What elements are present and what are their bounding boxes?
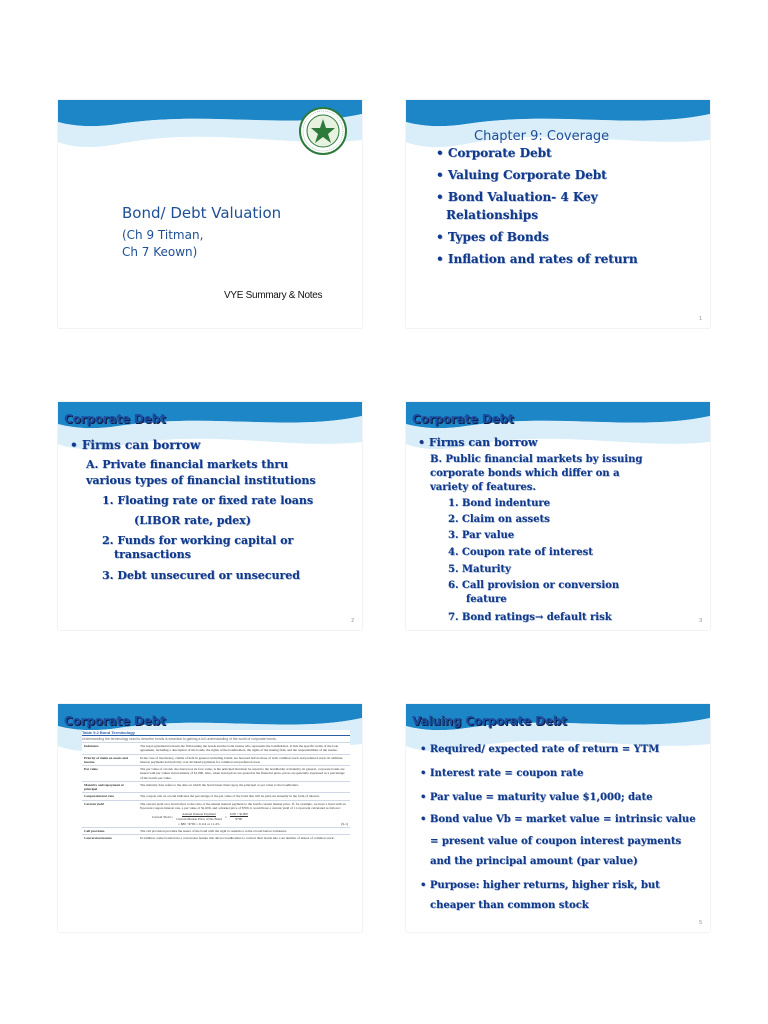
university-seal-icon xyxy=(298,106,348,156)
point-b-line-3: variety of features. xyxy=(430,482,536,493)
slide-2 xyxy=(406,100,710,328)
table-row: Maturity and repayment of principal The maturity date refers to the date on which the bond issuer must repay the principal or par value to the bondholder. xyxy=(82,781,350,793)
item-1: 1. Floating rate or fixed rate loans xyxy=(102,494,314,507)
page-number: 3 xyxy=(699,618,702,624)
item-2-line-2: transactions xyxy=(114,548,191,561)
coverage-item-continuation: Relationships xyxy=(446,208,538,222)
table-row: Call provision The call provision provides the issuer of the bond with the right to redeem or retire a bond before it matures. xyxy=(82,827,350,834)
slide-2-heading: Chapter 9: Coverage xyxy=(474,129,610,144)
coverage-item: • Corporate Debt xyxy=(436,146,552,160)
point-b-line-1: B. Public financial markets by issuing xyxy=(430,454,643,465)
item-1-sub: (LIBOR rate, pdex) xyxy=(134,514,251,527)
valuation-point: • Bond value Vb = market value = intrinsic value xyxy=(420,814,696,825)
table-caption: Understanding the terminology used to describe bonds is essential to gaining a full understanding of the world of corporate bonds. xyxy=(82,737,277,741)
slide-1-title: Bond/ Debt Valuation xyxy=(122,204,282,222)
slide-4-title: Corporate Debt xyxy=(412,412,514,426)
slide-3 xyxy=(58,402,362,630)
valuation-point-continuation: = present value of coupon interest payments xyxy=(430,836,682,847)
bond-terminology-table xyxy=(82,742,350,841)
firms-can-borrow: • Firms can borrow xyxy=(418,436,538,449)
slide-1 xyxy=(58,100,362,328)
table-row: Indenture The legal agreement between the firm issuing the bonds and the bond trustee who represents the bondholders. It lists the specific terms of the loan agreement, including a description of the bonds, the rights of the bondholders, the rights of the issuing firm, and the responsibilities of the trustee. xyxy=(82,743,350,755)
slide-1-footer: VYE Summary & Notes xyxy=(224,290,323,301)
valuation-point: • Par value = maturity value $1,000; date xyxy=(420,792,653,803)
valuation-point-continuation: and the principal amount (par value) xyxy=(430,856,638,867)
feature-item: 1. Bond indenture xyxy=(448,498,551,509)
slide-1-subtitle-line-1: (Ch 9 Titman, xyxy=(122,228,204,242)
feature-item: 5. Maturity xyxy=(448,564,511,575)
table-row: Conversion feature In addition, some bonds have a conversion feature that allows bondholders to convert their bonds into a set number of shares of common stock. xyxy=(82,835,350,842)
feature-item: 4. Coupon rate of interest xyxy=(448,547,593,558)
slide-1-subtitle-line-2: Ch 7 Keown) xyxy=(122,245,198,259)
slide-4 xyxy=(406,402,710,630)
table-label: Table 9.2 Bond Terminology xyxy=(82,730,350,736)
firms-can-borrow: • Firms can borrow xyxy=(70,438,201,452)
valuation-point: • Purpose: higher returns, higher risk, but xyxy=(420,880,660,891)
slide-6 xyxy=(406,704,710,932)
valuation-point-continuation: cheaper than common stock xyxy=(430,900,589,911)
coverage-item: • Types of Bonds xyxy=(436,230,549,244)
table-row: Priority of claim on assets and income In the case of insolvency, claims of debt in general, including bonds, are honored before those of both common stock and preferred stock. In addition, interest payments hold priority over dividend payments for common and preferred stock. xyxy=(82,754,350,766)
page-number: 1 xyxy=(699,316,702,322)
table-row: Current yield The current yield on a bond refers to the ratio of the annual interest payment to the bond's current market price. If, for example, we have a bond with an 8 percent coupon interest rate, a par value of $1,000, and a market price of $700, it would have a current yield of 11.4 percent calculated as follows: Current Yield = Annual Interest Payment Current Market Price of the Bond = $\frac{0.08 \times \$1000}{\$700}$ = $80 / $700 = 0.114 or 11.4% (9-1) xyxy=(84,801,348,826)
slide-3-title: Corporate Debt xyxy=(64,412,166,426)
feature-item: 3. Par value xyxy=(448,530,515,541)
feature-item: 7. Bond ratings→ default risk xyxy=(448,612,612,623)
page-number: 2 xyxy=(351,618,354,624)
slide-5 xyxy=(58,704,362,932)
valuation-point: • Interest rate = coupon rate xyxy=(420,768,584,779)
feature-item: 6. Call provision or conversion xyxy=(448,580,620,591)
slide-5-title: Corporate Debt xyxy=(64,714,166,728)
coverage-item: • Inflation and rates of return xyxy=(436,252,638,266)
coverage-item: • Valuing Corporate Debt xyxy=(436,168,607,182)
table-row: Par value The par value of a bond, also known as its face value, is the principal that must be repaid to the bondholder at maturity. In general, corporate bonds are issued with par values in increments of $1,000. Also, when bond prices are quoted in the financial press, prices are generally expressed as a percentage of the bond's par value. xyxy=(82,766,350,782)
valuation-point: • Required/ expected rate of return = YTM xyxy=(420,744,660,755)
feature-item: 2. Claim on assets xyxy=(448,514,550,525)
bond-terminology-table-block xyxy=(82,730,350,841)
point-a-line-2: various types of financial institutions xyxy=(86,474,316,487)
table-row: Coupon interest rate The coupon rate on a bond indicates the percentage of the par value of the bond that will be paid out annually in the form of interest. xyxy=(82,793,350,800)
feature-item-continuation: feature xyxy=(466,594,507,605)
current-yield-formula: Current Yield = Annual Interest Payment Current Market Price of the Bond = $\frac{0.08 \times \$1000}{\$700}$ xyxy=(152,812,248,822)
coverage-item: • Bond Valuation- 4 Key xyxy=(436,190,598,204)
point-b-line-2: corporate bonds which differ on a xyxy=(430,468,620,479)
item-2-line-1: 2. Funds for working capital or xyxy=(102,534,294,547)
item-3: 3. Debt unsecured or unsecured xyxy=(102,569,300,582)
point-a-line-1: A. Private financial markets thru xyxy=(86,458,289,471)
page-number: 5 xyxy=(699,920,702,926)
slide-6-title: Valuing Corporate Debt xyxy=(412,714,567,728)
